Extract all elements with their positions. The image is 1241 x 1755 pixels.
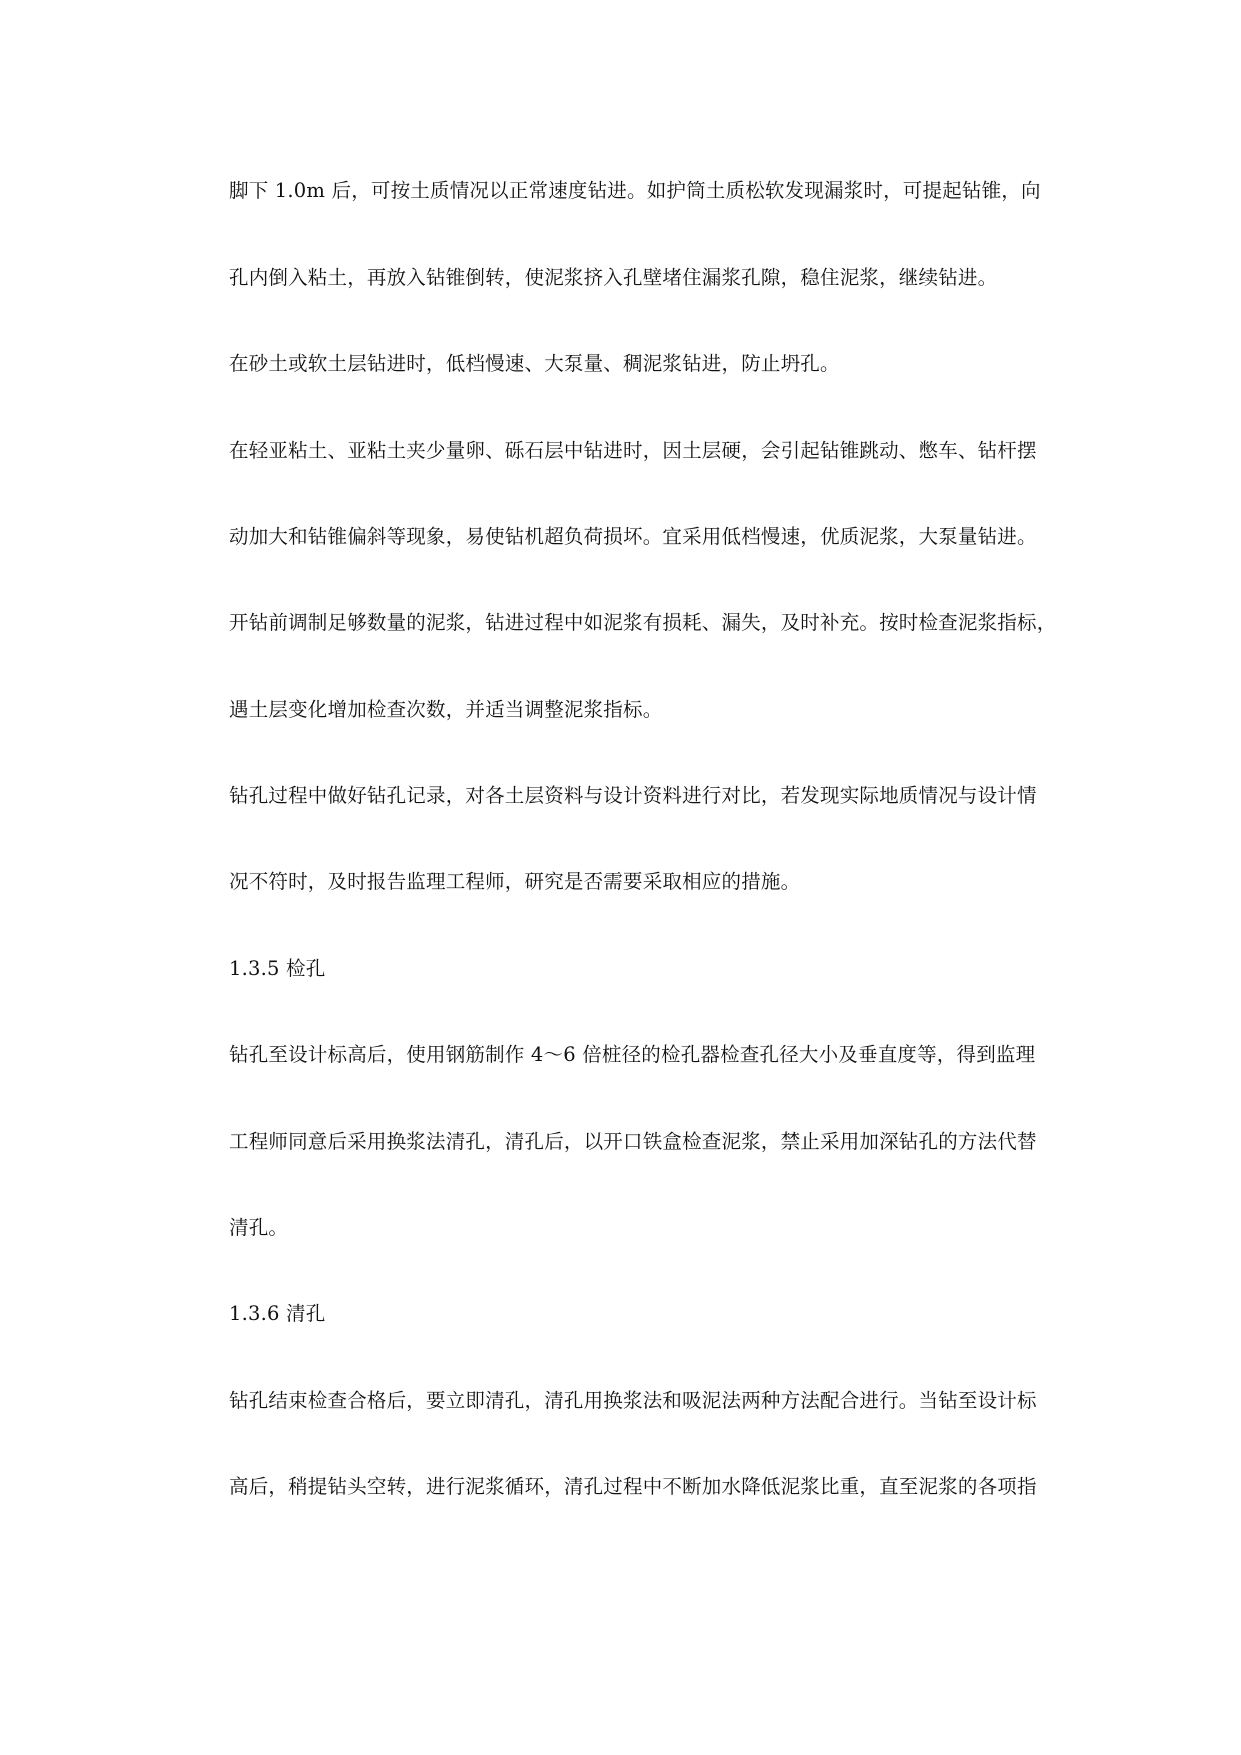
text-line: 钻孔过程中做好钻孔记录，对各土层资料与设计资料进行对比，若发现实际地质情况与设计情 <box>229 784 1037 807</box>
text-line: 动加大和钻锥偏斜等现象，易使钻机超负荷损坏。宜采用低档慢速，优质泥浆，大泵量钻进。 <box>229 525 1037 548</box>
text-line: 高后，稍提钻头空转，进行泥浆循环，清孔过程中不断加水降低泥浆比重，直至泥浆的各项指 <box>229 1475 1037 1498</box>
text-line: 钻孔至设计标高后，使用钢筋制作 4～6 倍桩径的检孔器检查孔径大小及垂直度等，得到监理 <box>229 1043 1036 1066</box>
text-line: 在砂土或软土层钻进时，低档慢速、大泵量、稠泥浆钻进，防止坍孔。 <box>229 352 840 375</box>
text-line: 钻孔结束检查合格后，要立即清孔，清孔用换浆法和吸泥法两种方法配合进行。当钻至设计标 <box>229 1389 1037 1412</box>
text-line: 孔内倒入粘土，再放入钻锥倒转，使泥浆挤入孔壁堵住漏浆孔隙，稳住泥浆，继续钻进。 <box>229 266 998 289</box>
text-line: 在轻亚粘土、亚粘土夹少量卵、砾石层中钻进时，因土层硬，会引起钻锥跳动、憋车、钻杆摆 <box>229 439 1037 462</box>
text-line: 工程师同意后采用换浆法清孔，清孔后，以开口铁盒检查泥浆，禁止采用加深钻孔的方法代替 <box>229 1130 1037 1153</box>
text-line: 清孔。 <box>229 1216 289 1239</box>
section-heading: 1.3.6 清孔 <box>229 1302 326 1325</box>
text-line: 遇土层变化增加检查次数，并适当调整泥浆指标。 <box>229 698 663 721</box>
text-line: 脚下 1.0m 后，可按土质情况以正常速度钻进。如护筒土质松软发现漏浆时，可提起钻锥，向 <box>229 179 1041 202</box>
section-heading: 1.3.5 检孔 <box>229 957 326 980</box>
text-line: 况不符时，及时报告监理工程师，研究是否需要采取相应的措施。 <box>229 870 801 893</box>
text-line: 开钻前调制足够数量的泥浆，钻进过程中如泥浆有损耗、漏失，及时补充。按时检查泥浆指标， <box>229 611 1057 634</box>
